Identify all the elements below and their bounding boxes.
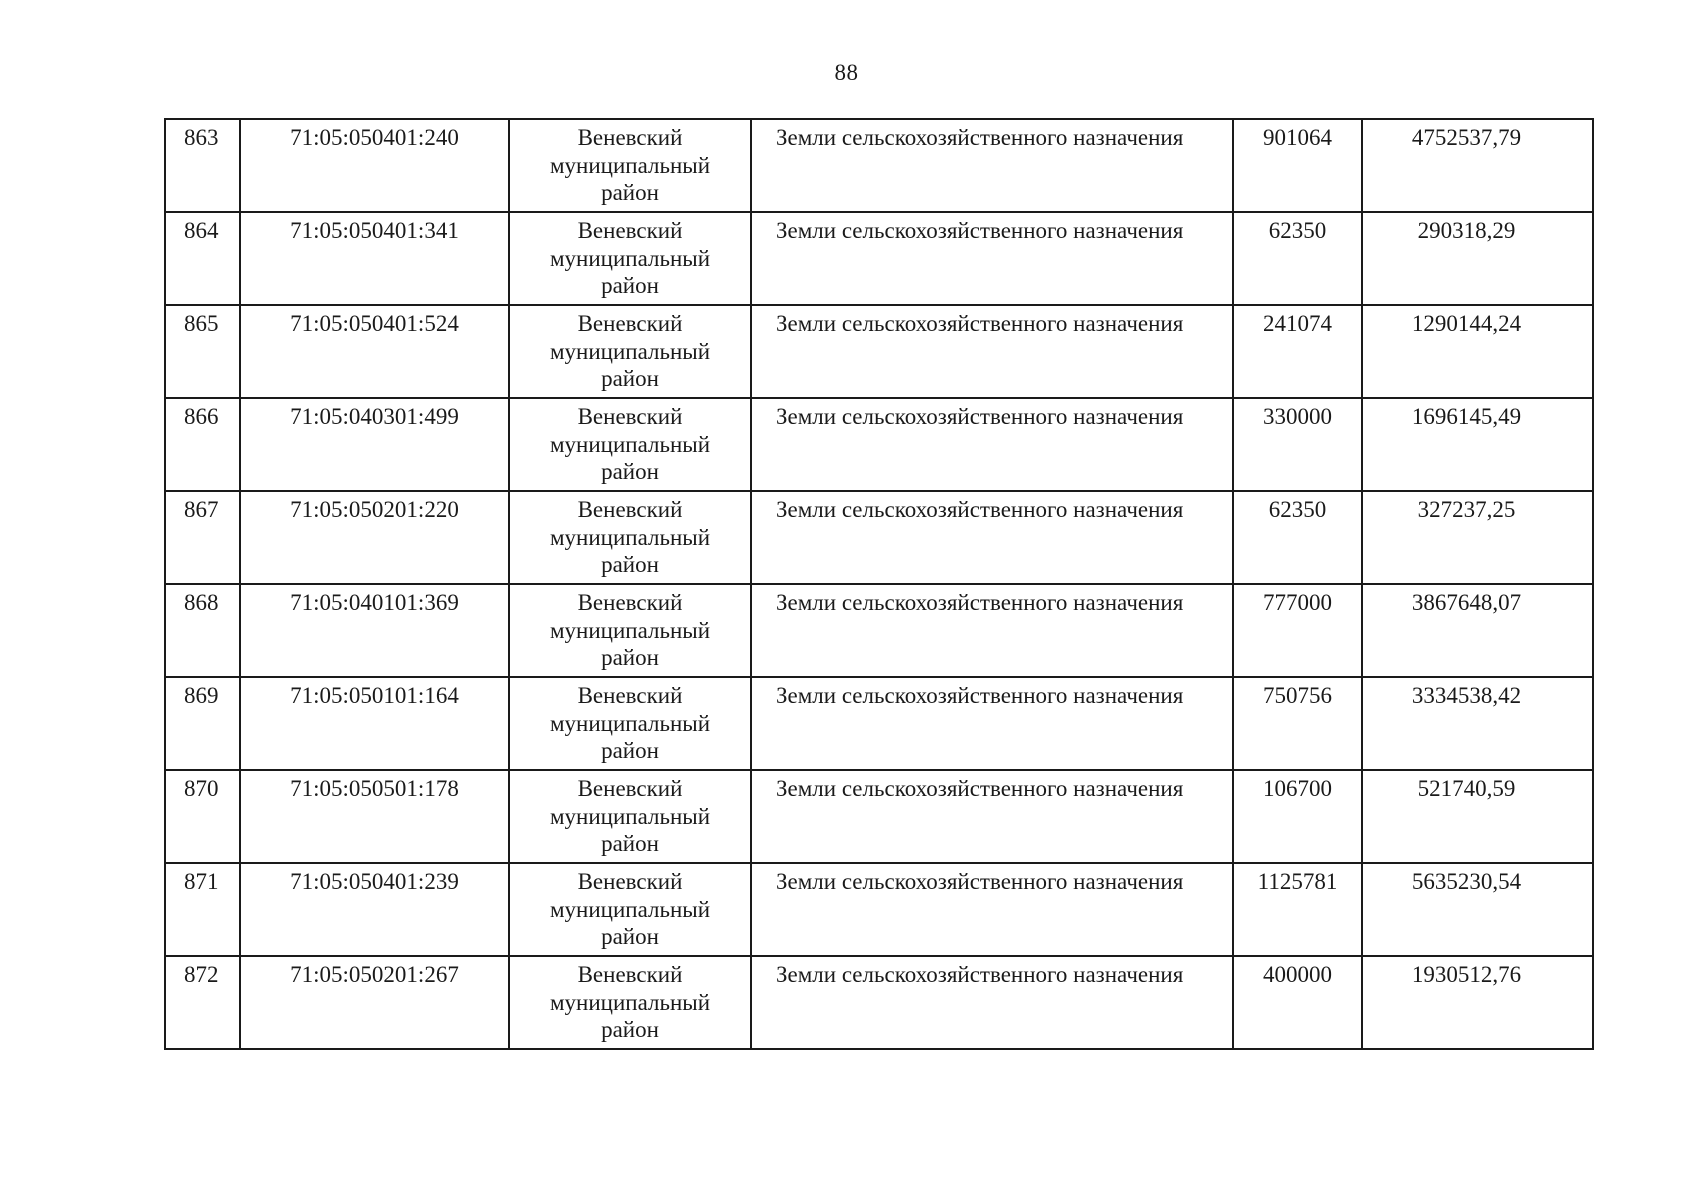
cadastral-value-cell: 3867648,07 [1362, 584, 1593, 677]
municipality-line: муниципальный [549, 989, 711, 1015]
table-row [165, 956, 1593, 1049]
municipality-line: Веневский [577, 683, 683, 708]
cadastral-value-cell: 5635230,54 [1362, 863, 1593, 956]
municipality-line: район [601, 180, 659, 205]
cadastral-number-cell: 71:05:050101:164 [240, 677, 509, 770]
area-cell: 241074 [1233, 305, 1362, 398]
area-cell: 62350 [1233, 491, 1362, 584]
municipality-line: муниципальный [549, 617, 711, 643]
cadastral-number-cell: 71:05:040101:369 [240, 584, 509, 677]
table-row [165, 677, 1593, 770]
cadastral-number-cell: 71:05:050401:524 [240, 305, 509, 398]
land-category-cell: Земли сельскохозяйственного назначения [751, 212, 1233, 305]
area-cell: 777000 [1233, 584, 1362, 677]
area-cell: 1125781 [1233, 863, 1362, 956]
municipality-line: муниципальный [549, 152, 711, 178]
land-plots-table [164, 118, 1594, 1050]
table-row [165, 398, 1593, 491]
area-cell: 106700 [1233, 770, 1362, 863]
land-category-cell: Земли сельскохозяйственного назначения [751, 956, 1233, 1049]
page-number: 88 [834, 60, 859, 85]
cadastral-value-cell: 1696145,49 [1362, 398, 1593, 491]
municipality-line: район [601, 831, 659, 856]
cadastral-number-cell: 71:05:050501:178 [240, 770, 509, 863]
municipality-cell [509, 956, 751, 1049]
land-category-cell: Земли сельскохозяйственного назначения [751, 770, 1233, 863]
cadastral-value-cell: 4752537,79 [1362, 119, 1593, 212]
municipality-line: муниципальный [549, 245, 711, 271]
municipality-line: муниципальный [549, 431, 711, 457]
municipality-line: Веневский [577, 869, 683, 894]
municipality-line: район [601, 1017, 659, 1042]
row-number-cell: 872 [165, 956, 240, 1049]
cadastral-number-cell: 71:05:050201:267 [240, 956, 509, 1049]
municipality-cell [509, 119, 751, 212]
municipality-line: Веневский [577, 962, 683, 987]
cadastral-value-cell: 1930512,76 [1362, 956, 1593, 1049]
cadastral-value-cell: 3334538,42 [1362, 677, 1593, 770]
municipality-line: район [601, 273, 659, 298]
row-number-cell: 865 [165, 305, 240, 398]
land-category-cell: Земли сельскохозяйственного назначения [751, 398, 1233, 491]
table-row [165, 770, 1593, 863]
area-cell: 330000 [1233, 398, 1362, 491]
row-number-cell: 864 [165, 212, 240, 305]
municipality-line: район [601, 459, 659, 484]
land-category-cell: Земли сельскохозяйственного назначения [751, 491, 1233, 584]
municipality-line: муниципальный [549, 710, 711, 736]
municipality-line: район [601, 738, 659, 763]
area-cell: 901064 [1233, 119, 1362, 212]
municipality-line: Веневский [577, 218, 683, 243]
table-row [165, 119, 1593, 212]
municipality-line: Веневский [577, 404, 683, 429]
table-row [165, 305, 1593, 398]
cadastral-value-cell: 521740,59 [1362, 770, 1593, 863]
municipality-line: Веневский [577, 590, 683, 615]
municipality-cell [509, 584, 751, 677]
land-category-cell: Земли сельскохозяйственного назначения [751, 305, 1233, 398]
municipality-cell [509, 677, 751, 770]
area-cell: 62350 [1233, 212, 1362, 305]
row-number-cell: 867 [165, 491, 240, 584]
municipality-line: муниципальный [549, 524, 711, 550]
table-row [165, 491, 1593, 584]
row-number-cell: 871 [165, 863, 240, 956]
cadastral-number-cell: 71:05:050201:220 [240, 491, 509, 584]
municipality-line: муниципальный [549, 338, 711, 364]
table-row [165, 584, 1593, 677]
row-number-cell: 870 [165, 770, 240, 863]
cadastral-value-cell: 290318,29 [1362, 212, 1593, 305]
land-category-cell: Земли сельскохозяйственного назначения [751, 677, 1233, 770]
municipality-line: район [601, 645, 659, 670]
municipality-line: Веневский [577, 497, 683, 522]
municipality-line: муниципальный [549, 803, 711, 829]
row-number-cell: 866 [165, 398, 240, 491]
cadastral-number-cell: 71:05:050401:240 [240, 119, 509, 212]
municipality-cell [509, 770, 751, 863]
municipality-line: муниципальный [549, 896, 711, 922]
land-category-cell: Земли сельскохозяйственного назначения [751, 584, 1233, 677]
row-number-cell: 869 [165, 677, 240, 770]
area-cell: 750756 [1233, 677, 1362, 770]
table-row [165, 863, 1593, 956]
municipality-cell [509, 212, 751, 305]
municipality-line: район [601, 366, 659, 391]
municipality-line: район [601, 552, 659, 577]
cadastral-number-cell: 71:05:050401:341 [240, 212, 509, 305]
cadastral-value-cell: 1290144,24 [1362, 305, 1593, 398]
municipality-line: район [601, 924, 659, 949]
table-row [165, 212, 1593, 305]
row-number-cell: 863 [165, 119, 240, 212]
land-category-cell: Земли сельскохозяйственного назначения [751, 863, 1233, 956]
area-cell: 400000 [1233, 956, 1362, 1049]
municipality-cell [509, 305, 751, 398]
municipality-line: Веневский [577, 776, 683, 801]
cadastral-value-cell: 327237,25 [1362, 491, 1593, 584]
municipality-line: Веневский [577, 311, 683, 336]
municipality-cell [509, 863, 751, 956]
municipality-cell [509, 491, 751, 584]
row-number-cell: 868 [165, 584, 240, 677]
land-category-cell: Земли сельскохозяйственного назначения [751, 119, 1233, 212]
municipality-cell [509, 398, 751, 491]
municipality-line: Веневский [577, 125, 683, 150]
cadastral-number-cell: 71:05:040301:499 [240, 398, 509, 491]
cadastral-number-cell: 71:05:050401:239 [240, 863, 509, 956]
